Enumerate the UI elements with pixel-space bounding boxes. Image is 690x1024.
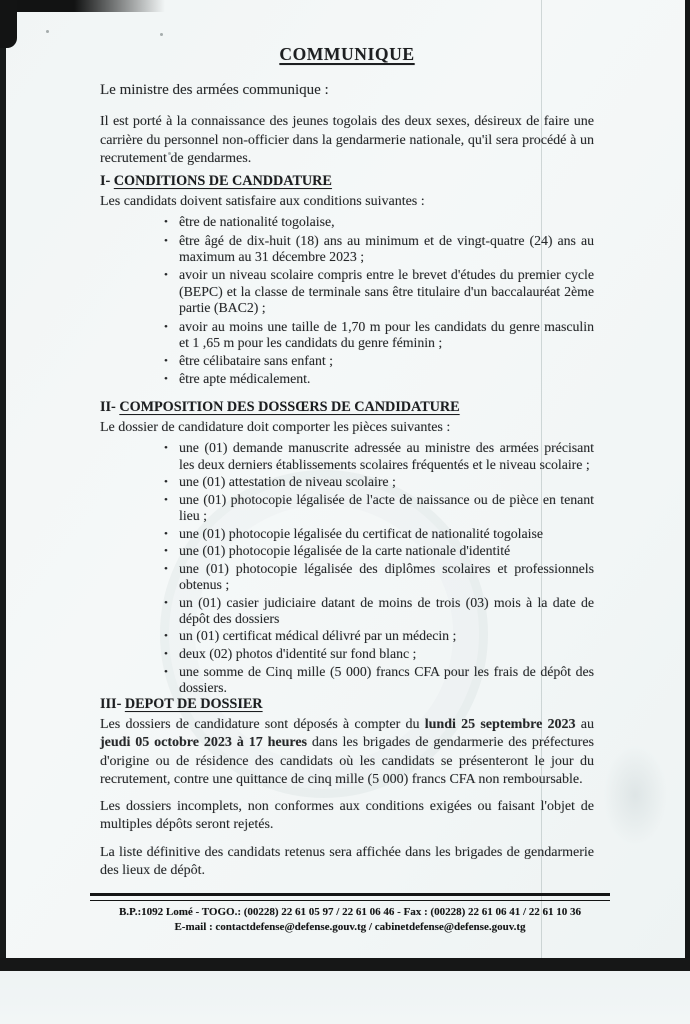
- section3-title: DEPOT DE DOSSIER: [124, 696, 263, 712]
- scan-edge-right: [685, 0, 690, 1024]
- bullet-icon: •: [164, 545, 168, 558]
- bullet-icon: •: [164, 647, 168, 660]
- scan-edge-left: [0, 0, 6, 958]
- bullet-icon: •: [164, 234, 168, 247]
- list-item-text: un (01) casier judiciaire datant de moins de trois (03) mois à la date de dépôt des dossiers: [179, 594, 594, 626]
- list-item-text: avoir au moins une taille de 1,70 m pour les candidats du genre masculin et 1 ,65 m pour les candidats du genre féminin ;: [179, 318, 594, 351]
- bullet-icon: •: [164, 562, 168, 575]
- next-page-top-strip: [0, 971, 690, 1024]
- scan-speck: [160, 33, 163, 36]
- scan-edge-top: [0, 0, 165, 12]
- list-item-text: une (01) attestation de niveau scolaire ;: [179, 474, 396, 490]
- scan-edge-top-left-corner: [0, 0, 17, 48]
- list-item: [164, 440, 594, 473]
- list-item: [164, 319, 594, 352]
- bullet-icon: •: [164, 269, 168, 282]
- depot-paragraph-1: [100, 716, 594, 789]
- bold-date-text: jeudi 05 octobre 2023 à 17 heures: [100, 735, 308, 751]
- bullet-icon: •: [164, 442, 168, 455]
- document-title-text: COMMUNIQUE: [279, 44, 415, 64]
- list-item: [164, 492, 594, 525]
- bullet-icon: •: [164, 320, 168, 333]
- list-item-text: une (01) photocopie légalisée du certificat de nationalité togolaise: [179, 525, 543, 541]
- section1-number: I-: [100, 173, 111, 190]
- bullet-icon: •: [164, 665, 168, 678]
- footer-email-line: E-mail : contactdefense@defense.gouv.tg / cabinetdefense@defense.gouv.tg: [174, 920, 526, 933]
- section3-number: III-: [100, 696, 122, 712]
- section-dossier-composition: [100, 398, 594, 697]
- section-header-and-conditions: [100, 45, 594, 389]
- bullet-icon: •: [164, 216, 168, 229]
- list-item: [164, 664, 594, 697]
- page-separator-bar: [0, 958, 690, 971]
- section-depot-dossier: [100, 695, 594, 889]
- section1-heading: [100, 172, 594, 191]
- section1-lead: Les candidats doivent satisfaire aux conditions suivantes :: [100, 194, 425, 210]
- section2-lead: Le dossier de candidature doit comporter les pièces suivantes :: [100, 420, 451, 435]
- depot-paragraph-2: Les dossiers incomplets, non conformes aux conditions exigées ou faisant l'objet de multiples dépôts seront rejetés.: [100, 799, 594, 833]
- list-item: [164, 646, 594, 663]
- bullet-icon: •: [164, 373, 168, 386]
- list-item-text: une somme de Cinq mille (5 000) francs CFA pour les frais de dépôt des dossiers.: [179, 663, 594, 695]
- body-text: dans les brigades de gendarmerie des préfectures d'origine ou de résidence des candidats où les candidats se présenteront le jour du recrutement, contre une quittance de cinq mille (5 000) francs CFA non remboursable.: [100, 735, 594, 787]
- body-text: au: [575, 717, 594, 732]
- list-item: [164, 353, 594, 370]
- scan-speck: [46, 30, 49, 33]
- list-item: [164, 371, 594, 388]
- list-item: [164, 595, 594, 628]
- bullet-icon: •: [164, 493, 168, 506]
- list-item-text: un (01) certificat médical délivré par un médecin ;: [179, 628, 457, 644]
- list-item: [164, 628, 594, 645]
- list-item-text: être apte médicalement.: [179, 371, 311, 387]
- bold-date-text: lundi 25 septembre 2023: [424, 717, 576, 732]
- bullet-icon: •: [164, 630, 168, 643]
- body-text: Les dossiers de candidature sont déposés à compter du: [100, 717, 425, 732]
- footer-contact-line: B.P.:1092 Lomé - TOGO.: (00228) 22 61 05 97 / 22 61 06 46 - Fax : (00228) 22 61 06 41 / 22 61 10 36: [118, 906, 582, 918]
- scan-smudge: [600, 740, 670, 850]
- intro-paragraph: Il est porté à la connaissance des jeunes togolais des deux sexes, désireux de faire une carrière du personnel non-officier dans la gendarmerie nationale, qu'il sera procédé à un recrutement de gendarmes.: [100, 114, 594, 166]
- list-item: [164, 543, 594, 560]
- list-item-text: être célibataire sans enfant ;: [179, 353, 333, 369]
- dossier-pieces-list: [100, 440, 594, 696]
- list-item: [164, 233, 594, 266]
- document-title: [100, 45, 594, 63]
- list-item-text: une (01) photocopie légalisée de la carte nationale d'identité: [179, 543, 511, 559]
- footer-double-rule: [90, 893, 610, 901]
- list-item-text: une (01) demande manuscrite adressée au ministre des armées précisant les deux derniers établissements scolaires fréquentés et le niveau scolaire ;: [179, 440, 594, 472]
- bullet-icon: •: [164, 527, 168, 540]
- section2-number: II-: [100, 399, 116, 415]
- list-item-text: deux (02) photos d'identité sur fond blanc ;: [179, 645, 417, 661]
- letterhead-footer: [90, 893, 610, 934]
- bullet-icon: •: [164, 355, 168, 368]
- list-item-text: être âgé de dix-huit (18) ans au minimum et de vingt-quatre (24) ans au maximum au 31 décembre 2023 ;: [179, 232, 594, 265]
- minister-lead-line: Le ministre des armées communique :: [100, 82, 329, 99]
- section3-heading: [100, 695, 594, 714]
- depot-paragraph-3: La liste définitive des candidats retenus sera affichée dans les brigades de gendarmerie des lieux de dépôt.: [100, 844, 594, 879]
- conditions-list: [100, 214, 594, 387]
- bullet-icon: •: [164, 596, 168, 609]
- list-item-text: une (01) photocopie légalisée des diplômes scolaires et professionnels obtenus ;: [179, 560, 594, 593]
- section2-heading: [100, 398, 594, 417]
- list-item-text: avoir un niveau scolaire compris entre le brevet d'études du premier cycle (BEPC) et la classe de terminale sans être titulaire d'un baccalauréat 2ème partie (BAC2) ;: [179, 267, 594, 316]
- bullet-icon: •: [164, 476, 168, 489]
- section2-title: COMPOSITION DES DOSSŒRS DE CANDIDATURE: [119, 399, 460, 415]
- list-item: [164, 267, 594, 317]
- list-item: [164, 526, 594, 543]
- list-item: [164, 561, 594, 594]
- list-item: [164, 474, 594, 491]
- list-item-text: être de nationalité togolaise,: [179, 214, 335, 230]
- list-item: [164, 214, 594, 231]
- list-item-text: une (01) photocopie légalisée de l'acte de naissance ou de pièce en tenant lieu ;: [179, 491, 594, 524]
- section1-title: CONDITIONS DE CANDDATURE: [113, 173, 332, 190]
